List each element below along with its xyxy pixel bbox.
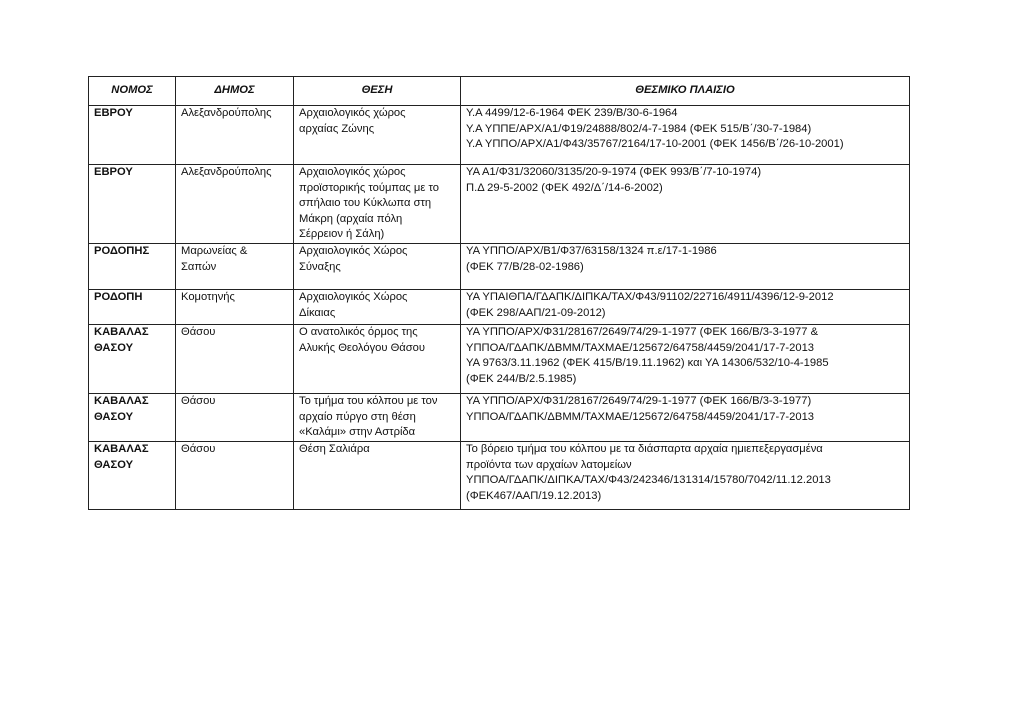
cell-plaisio-line: ΥΑ 9763/3.11.1962 (ΦΕΚ 415/Β/19.11.1962) και ΥΑ 14306/532/10-4-1985	[466, 357, 829, 370]
cell-thesi-line: Αρχαιολογικός χώρος	[299, 166, 406, 178]
cell-nomos-line: ΕΒΡΟΥ	[94, 107, 133, 119]
cell-thesi	[294, 394, 461, 442]
cell-plaisio	[461, 106, 910, 165]
cell-thesi	[294, 442, 461, 510]
cell-plaisio	[461, 244, 910, 290]
cell-dimos-line: Θάσου	[181, 326, 216, 338]
cell-nomos	[89, 442, 176, 510]
table-body	[89, 106, 910, 510]
cell-dimos-line: Αλεξανδρούπολης	[181, 166, 272, 178]
cell-nomos	[89, 165, 176, 244]
cell-thesi-line: Θέση Σαλιάρα	[299, 443, 370, 455]
cell-dimos	[176, 244, 294, 290]
cell-plaisio-line: ΥΠΠΟΑ/ΓΔΑΠΚ/ΔΙΠΚΑ/ΤΑΧ/Φ43/242346/131314/15780/7042/11.12.2013	[466, 474, 831, 487]
cell-dimos	[176, 165, 294, 244]
cell-dimos-line: Μαρωνείας &	[181, 245, 248, 257]
cell-dimos-line: Θάσου	[181, 443, 216, 455]
cell-plaisio-line: Υ.Α ΥΠΠΟ/ΑΡΧ/Α1/Φ43/35767/2164/17-10-2001 (ΦΕΚ 1456/Β΄/26-10-2001)	[466, 138, 844, 151]
cell-thesi-line: αρχαίας Ζώνης	[299, 122, 375, 135]
cell-dimos	[176, 290, 294, 325]
header-nomos: ΝΟΜΟΣ	[89, 77, 176, 106]
cell-thesi-line: Αρχαιολογικός Χώρος	[299, 245, 408, 257]
monuments-table	[88, 76, 910, 510]
table-row	[89, 165, 910, 244]
cell-plaisio-line: ΥΑ ΥΠΠΟ/ΑΡΧ/Φ31/28167/2649/74/29-1-1977 (ΦΕΚ 166/Β/3-3-1977)	[466, 395, 812, 407]
cell-nomos-line: ΚΑΒΑΛΑΣ	[94, 395, 149, 407]
cell-plaisio-line: προϊόντα των αρχαίων λατομείων	[466, 458, 632, 471]
cell-nomos	[89, 106, 176, 165]
header-dimos: ΔΗΜΟΣ	[176, 77, 294, 106]
cell-dimos	[176, 106, 294, 165]
cell-plaisio-line: (ΦΕΚ467/ΑΑΠ/19.12.2013)	[466, 489, 602, 502]
cell-thesi	[294, 325, 461, 394]
cell-thesi-line: Ο ανατολικός όρμος της	[299, 326, 418, 338]
table-row	[89, 325, 910, 394]
table-row	[89, 106, 910, 165]
cell-plaisio-line: ΥΑ ΥΠΠΟ/ΑΡΧ/Β1/Φ37/63158/1324 π.ε/17-1-1986	[466, 245, 717, 257]
cell-thesi-line: σπήλαιο του Κύκλωπα στη	[299, 197, 432, 210]
cell-dimos	[176, 325, 294, 394]
cell-thesi	[294, 106, 461, 165]
cell-dimos-line: Κομοτηνής	[181, 291, 235, 303]
cell-plaisio	[461, 394, 910, 442]
cell-plaisio-line: Π.Δ 29-5-2002 (ΦΕΚ 492/Δ΄/14-6-2002)	[466, 181, 663, 194]
header-plaisio: ΘΕΣΜΙΚΟ ΠΛΑΙΣΙΟ	[461, 77, 910, 106]
cell-plaisio-line: ΥΑ Α1/Φ31/32060/3135/20-9-1974 (ΦΕΚ 993/Β΄/7-10-1974)	[466, 166, 762, 178]
cell-dimos-line: Σαπών	[181, 260, 217, 273]
cell-plaisio	[461, 442, 910, 510]
cell-plaisio-line: Υ.Α ΥΠΠΕ/ΑΡΧ/Α1/Φ19/24888/802/4-7-1984 (ΦΕΚ 515/Β΄/30-7-1984)	[466, 122, 812, 135]
cell-nomos-line: ΡΟΔΟΠΗΣ	[94, 245, 150, 257]
cell-thesi	[294, 290, 461, 325]
cell-plaisio	[461, 290, 910, 325]
cell-dimos	[176, 394, 294, 442]
cell-thesi-line: Αλυκής Θεολόγου Θάσου	[299, 341, 426, 354]
cell-plaisio	[461, 325, 910, 394]
cell-nomos	[89, 244, 176, 290]
cell-plaisio-line: (ΦΕΚ 77/Β/28-02-1986)	[466, 260, 584, 273]
table-header-row	[89, 77, 910, 106]
table-row	[89, 442, 910, 510]
table-row	[89, 290, 910, 325]
header-thesi: ΘΕΣΗ	[294, 77, 461, 106]
cell-plaisio-line: ΥΠΠΟΑ/ΓΔΑΠΚ/ΔΒΜΜ/ΤΑΧΜΑΕ/125672/64758/4459/2041/17-7-2013	[466, 341, 815, 354]
cell-thesi-line: προϊστορικής τούμπας με το	[299, 181, 439, 194]
cell-thesi-line: Δίκαιας	[299, 306, 336, 319]
cell-plaisio-line: (ΦΕΚ 298/ΑΑΠ/21-09-2012)	[466, 306, 606, 319]
cell-thesi-line: Αρχαιολογικός Χώρος	[299, 291, 408, 303]
table-row	[89, 394, 910, 442]
cell-nomos	[89, 290, 176, 325]
cell-nomos	[89, 394, 176, 442]
cell-thesi-line: Σέρρειον ή Σάλη)	[299, 228, 385, 241]
cell-nomos-line: ΚΑΒΑΛΑΣ	[94, 443, 149, 455]
cell-dimos-line: Αλεξανδρούπολης	[181, 107, 272, 119]
cell-nomos	[89, 325, 176, 394]
cell-plaisio-line: ΥΠΠΟΑ/ΓΔΑΠΚ/ΔΒΜΜ/ΤΑΧΜΑΕ/125672/64758/4459/2041/17-7-2013	[466, 410, 815, 423]
cell-thesi-line: Σύναξης	[299, 260, 341, 273]
cell-nomos-line: ΘΑΣΟΥ	[94, 341, 134, 354]
cell-dimos-line: Θάσου	[181, 395, 216, 407]
cell-thesi-line: Αρχαιολογικός χώρος	[299, 107, 406, 119]
cell-thesi-line: Μάκρη (αρχαία πόλη	[299, 212, 403, 225]
cell-plaisio	[461, 165, 910, 244]
cell-plaisio-line: (ΦΕΚ 244/Β/2.5.1985)	[466, 372, 577, 385]
cell-nomos-line: ΡΟΔΟΠΗ	[94, 291, 143, 303]
cell-nomos-line: ΘΑΣΟΥ	[94, 410, 134, 423]
cell-thesi	[294, 244, 461, 290]
cell-thesi-line: Το τμήμα του κόλπου με τον	[299, 395, 438, 407]
cell-thesi-line: αρχαίο πύργο στη θέση	[299, 410, 416, 423]
table-row	[89, 244, 910, 290]
cell-nomos-line: ΘΑΣΟΥ	[94, 458, 134, 471]
cell-nomos-line: ΕΒΡΟΥ	[94, 166, 133, 178]
cell-plaisio-line: Το βόρειο τμήμα του κόλπου με τα διάσπαρτα αρχαία ημιεπεξεργασμένα	[466, 443, 823, 455]
cell-dimos	[176, 442, 294, 510]
cell-thesi	[294, 165, 461, 244]
cell-plaisio-line: ΥΑ ΥΠΠΟ/ΑΡΧ/Φ31/28167/2649/74/29-1-1977 (ΦΕΚ 166/Β/3-3-1977 &	[466, 326, 819, 338]
cell-plaisio-line: ΥΑ ΥΠΑΙΘΠΑ/ΓΔΑΠΚ/ΔΙΠΚΑ/ΤΑΧ/Φ43/91102/22716/4911/4396/12-9-2012	[466, 291, 834, 303]
cell-plaisio-line: Υ.Α 4499/12-6-1964 ΦΕΚ 239/Β/30-6-1964	[466, 107, 678, 119]
cell-nomos-line: ΚΑΒΑΛΑΣ	[94, 326, 149, 338]
cell-thesi-line: «Καλάμι» στην Αστρίδα	[299, 426, 416, 439]
